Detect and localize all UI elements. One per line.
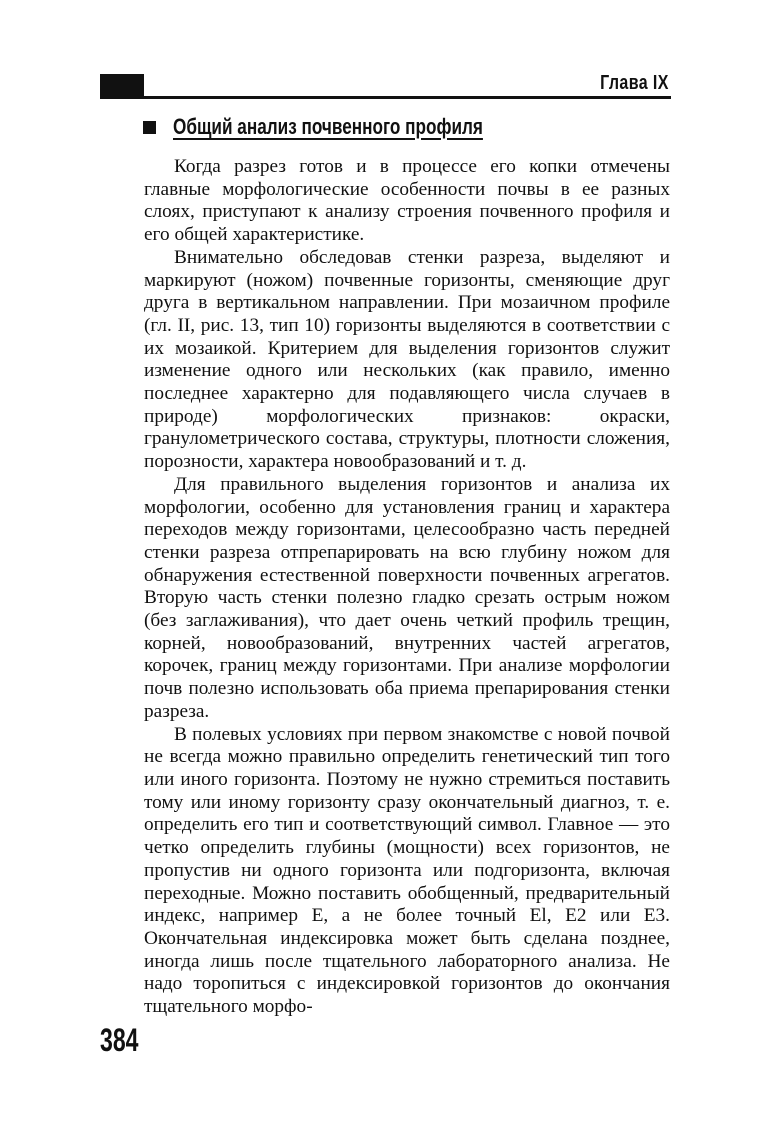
chapter-title: Глава IX (600, 72, 669, 94)
square-bullet-icon (143, 121, 156, 134)
paragraph: Внимательно обследовав стенки разреза, выделяют и маркируют (ножом) почвенные горизонты, сменяющие друг друга в вертикальном направлении. При мозаичном профиле (гл. II, рис. 13, тип 10) горизонты выделяются в соответствии с их мозаикой. Критерием для выделения горизонтов служит изменение одного или нескольких (как правило, именно последнее характерно для подавляющего числа случаев в природе) морфологических признаков: окраски, гранулометрического состава, структуры, плотности сложения, порозности, характера новообразований и т. д. (144, 246, 670, 473)
section-heading (143, 114, 570, 140)
body-text (144, 156, 670, 1019)
section-title: Общий анализ почвенного профиля (173, 114, 483, 139)
paragraph: Для правильного выделения горизонтов и анализа их морфологии, особенно для установления границ и характера переходов между горизонтами, целесообразно часть передней стенки разреза отпрепарировать на всю глубину ножом для обнаружения естественной поверхности почвенных агрегатов. Вторую часть стенки полезно гладко срезать острым ножом (без заглаживания), что дает очень четкий профиль трещин, корней, новообразований, внутренних частей агрегатов, корочек, границ между горизонтами. При анализе морфологии почв полезно использовать оба приема препарирования стенки разреза. (144, 473, 670, 722)
paragraph: В полевых условиях при первом знакомстве с новой почвой не всегда можно правильно определить генетический тип того или иного горизонта. Поэтому не нужно стремиться поставить тому или иному горизонту сразу окончательный диагноз, т. е. определить его тип и соответствующий символ. Главное — это четко определить глубины (мощности) всех горизонтов, не пропустив ни одного горизонта или подгоризонта, включая переходные. Можно поставить обобщенный, предварительный индекс, например Е, а не более точный El, E2 или E3. Окончательная индексировка может быть сделана позднее, иногда лишь после тщательного лабораторного анализа. Не надо торопиться с индексировкой горизонтов до окончания тщательного морфо- (144, 723, 670, 1018)
header-rule (100, 96, 671, 99)
paragraph: Когда разрез готов и в процессе его копки отмечены главные морфологические особенности почвы в ее разных слоях, приступают к анализу строения почвенного профиля и его общей характеристике. (144, 156, 670, 246)
page-number: 384 (100, 1022, 139, 1058)
header-black-block (100, 74, 144, 98)
